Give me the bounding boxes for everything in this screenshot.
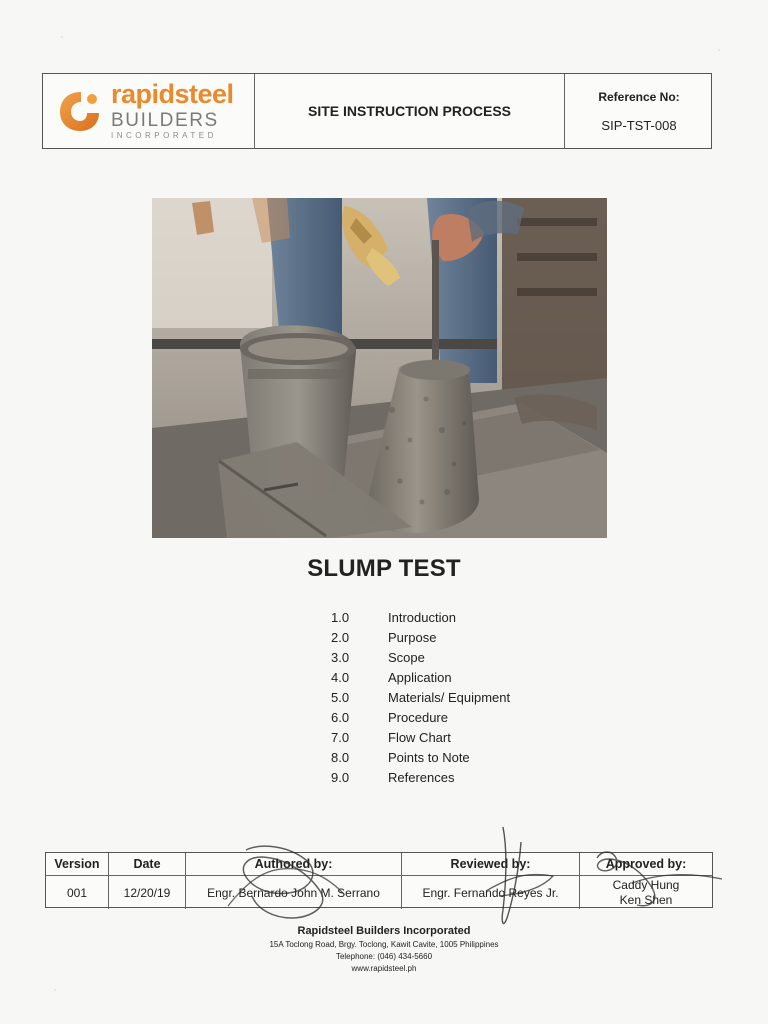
authored-by-value: Engr. Bernardo John M. Serrano (186, 876, 402, 909)
toc-label: References (388, 769, 455, 785)
toc-number: 4.0 (331, 669, 350, 685)
toc-number: 3.0 (331, 649, 350, 665)
toc-number: 5.0 (331, 689, 350, 705)
process-title: SITE INSTRUCTION PROCESS (255, 74, 565, 148)
toc-row (331, 607, 591, 627)
toc-label: Flow Chart (388, 729, 451, 745)
approval-table (45, 852, 713, 908)
toc-row (331, 727, 591, 747)
toc-row (331, 687, 591, 707)
table-of-contents (331, 607, 591, 787)
company-address: 15A Toclong Road, Brgy. Toclong, Kawit Cavite, 1005 Philippines (269, 940, 499, 949)
approver-line-2: Ken Shen (619, 892, 673, 907)
version-value: 001 (46, 876, 109, 909)
toc-label: Purpose (388, 629, 437, 645)
logo-text-rapid: rapid (111, 78, 175, 109)
reviewed-by-header: Reviewed by: (402, 853, 580, 875)
version-header: Version (46, 853, 109, 875)
toc-number: 8.0 (331, 749, 350, 765)
company-website: www.rapidsteel.ph (351, 964, 417, 973)
toc-row (331, 647, 591, 667)
company-telephone: Telephone: (046) 434-5660 (335, 952, 433, 961)
logo-text-incorporated: INCORPORATED (111, 130, 217, 140)
toc-label: Materials/ Equipment (388, 689, 511, 705)
slump-test-photo (152, 198, 607, 538)
toc-number: 6.0 (331, 709, 350, 725)
logo-text-primary (111, 78, 234, 109)
toc-label: Introduction (388, 609, 456, 625)
logo-text-steel: steel (174, 78, 234, 109)
reviewed-by-value: Engr. Fernando Reyes Jr. (402, 876, 580, 909)
approval-table-header (46, 853, 712, 876)
toc-number: 9.0 (331, 769, 350, 785)
reference-label: Reference No: (598, 89, 680, 104)
header-box (42, 73, 712, 149)
toc-row (331, 627, 591, 647)
toc-number: 1.0 (331, 609, 350, 625)
scan-speck (54, 989, 56, 991)
toc-label: Points to Note (388, 749, 470, 765)
document-title: SLUMP TEST (307, 555, 461, 582)
approver-line-1: Caddy Hung (612, 877, 680, 892)
company-footer (0, 925, 768, 975)
toc-row (331, 747, 591, 767)
logo-text-builders: BUILDERS (111, 109, 219, 131)
toc-label: Procedure (388, 709, 448, 725)
scan-speck (61, 36, 63, 38)
authored-by-header: Authored by: (186, 853, 402, 875)
toc-label: Application (388, 669, 452, 685)
toc-row (331, 767, 591, 787)
scan-speck (718, 49, 720, 51)
approved-by-value (580, 876, 712, 909)
reference-number: SIP-TST-008 (601, 117, 677, 133)
toc-number: 2.0 (331, 629, 350, 645)
photo-illustration (152, 198, 607, 538)
approval-table-row (46, 876, 712, 909)
logo-wordmark (111, 78, 234, 140)
toc-row (331, 707, 591, 727)
company-logo (43, 74, 255, 148)
approved-by-header: Approved by: (605, 857, 687, 871)
date-header: Date (109, 853, 186, 875)
logo-mark-icon (53, 85, 105, 137)
company-name: Rapidsteel Builders Incorporated (297, 925, 471, 937)
reference-block (565, 74, 713, 148)
toc-label: Scope (388, 649, 425, 665)
date-value: 12/20/19 (109, 876, 186, 909)
toc-number: 7.0 (331, 729, 350, 745)
toc-row (331, 667, 591, 687)
